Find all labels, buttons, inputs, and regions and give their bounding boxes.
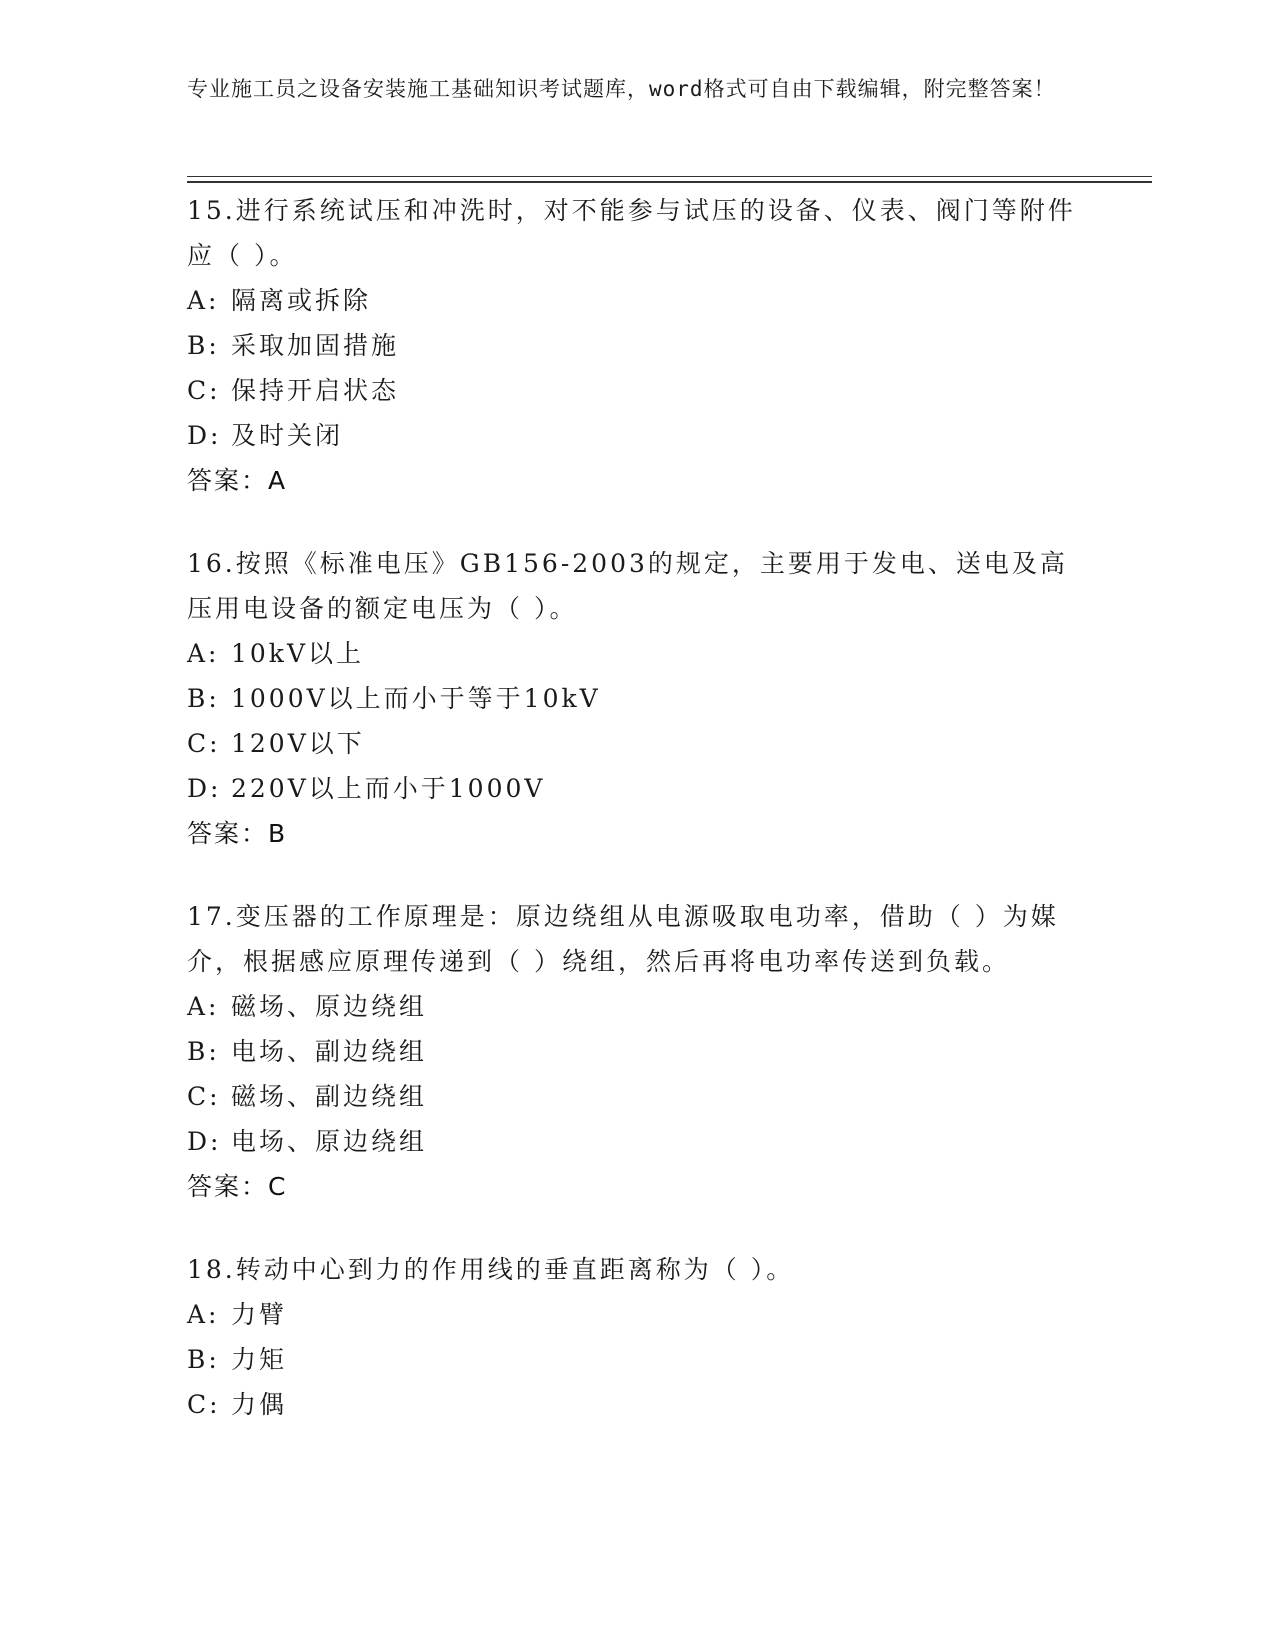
option-text: 采取加固措施 — [231, 331, 400, 360]
option-a — [187, 984, 1087, 1029]
option-text: 磁场、副边绕组 — [231, 1082, 428, 1111]
option-c — [187, 1074, 1087, 1119]
option-text: 保持开启状态 — [231, 376, 400, 405]
option-key: A: — [187, 286, 220, 315]
header-divider-thin — [187, 176, 1152, 177]
question-17 — [187, 894, 1087, 1209]
option-key: A: — [187, 1300, 220, 1329]
option-a — [187, 1292, 1087, 1337]
option-key: B: — [187, 684, 220, 713]
option-d — [187, 413, 1087, 458]
option-key: A: — [187, 992, 220, 1021]
question-stem: 18.转动中心到力的作用线的垂直距离称为（ ）。 — [187, 1255, 795, 1284]
option-a — [187, 278, 1087, 323]
option-d — [187, 1119, 1087, 1164]
question-16 — [187, 541, 1087, 856]
question-stem: 15.进行系统试压和冲洗时，对不能参与试压的设备、仪表、阀门等附件应（ ）。 — [187, 196, 1076, 270]
option-key: C: — [187, 376, 221, 405]
option-text: 10kV以上 — [231, 639, 365, 668]
option-key: B: — [187, 1037, 220, 1066]
answer-line: 答案：A — [187, 466, 288, 495]
question-list — [187, 188, 1087, 1465]
question-stem: 17.变压器的工作原理是：原边绕组从电源吸取电功率，借助（ ）为媒介，根据感应原理传递到（ ）绕组，然后再将电功率传送到负载。 — [187, 902, 1059, 976]
option-text: 力矩 — [231, 1345, 288, 1374]
option-text: 及时关闭 — [231, 421, 344, 450]
question-18 — [187, 1247, 1087, 1427]
option-text: 力臂 — [231, 1300, 288, 1329]
option-b — [187, 323, 1087, 368]
option-b — [187, 1337, 1087, 1382]
option-key: B: — [187, 1345, 220, 1374]
option-key: C: — [187, 729, 221, 758]
option-text: 力偶 — [231, 1390, 288, 1419]
question-15 — [187, 188, 1087, 503]
option-c — [187, 721, 1087, 766]
option-key: A: — [187, 639, 220, 668]
header-divider-thick — [187, 181, 1152, 183]
option-text: 电场、原边绕组 — [231, 1127, 428, 1156]
option-text: 隔离或拆除 — [231, 286, 372, 315]
option-d — [187, 766, 1087, 811]
option-text: 电场、副边绕组 — [231, 1037, 428, 1066]
option-text: 磁场、原边绕组 — [231, 992, 428, 1021]
option-key: C: — [187, 1390, 221, 1419]
document-header: 专业施工员之设备安装施工基础知识考试题库，word格式可自由下载编辑，附完整答案！ — [187, 77, 1056, 101]
option-key: D: — [187, 1127, 222, 1156]
option-text: 1000V以上而小于等于10kV — [231, 684, 601, 713]
option-b — [187, 676, 1087, 721]
option-text: 120V以下 — [231, 729, 365, 758]
answer-line: 答案：B — [187, 819, 288, 848]
option-b — [187, 1029, 1087, 1074]
option-key: C: — [187, 1082, 221, 1111]
question-stem: 16.按照《标准电压》GB156-2003的规定，主要用于发电、送电及高压用电设备的额定电压为（ ）。 — [187, 549, 1068, 623]
answer-line: 答案：C — [187, 1172, 288, 1201]
option-key: D: — [187, 774, 222, 803]
option-text: 220V以上而小于1000V — [231, 774, 546, 803]
option-c — [187, 1382, 1087, 1427]
option-a — [187, 631, 1087, 676]
option-key: D: — [187, 421, 222, 450]
option-c — [187, 368, 1087, 413]
option-key: B: — [187, 331, 220, 360]
